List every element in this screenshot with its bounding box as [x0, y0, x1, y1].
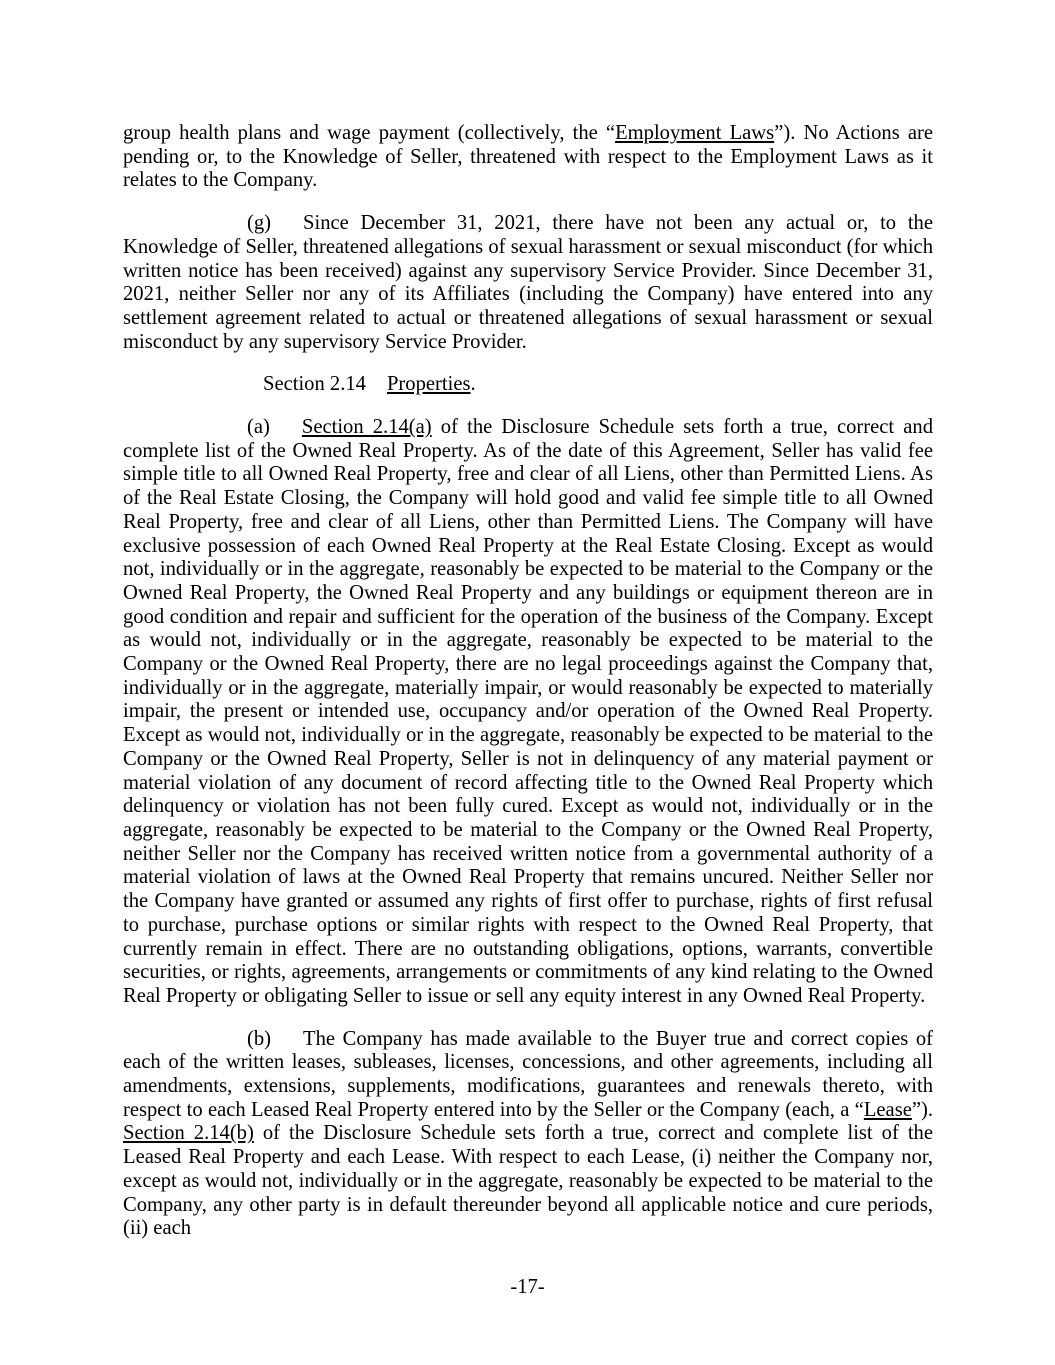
paragraph-b: [123, 1028, 933, 1241]
paragraph-a: [123, 416, 933, 1009]
defined-term-employment-laws: Employment Laws: [615, 122, 775, 144]
document-text-block: [123, 122, 933, 1260]
cross-reference-section-2-14a: Section 2.14(a): [301, 416, 432, 439]
paragraph-g: [123, 212, 933, 354]
paragraph-text: ”). No Actions are pending or, to the Knowledge of Seller, threatened with respect to the Employment Laws as it relates to the Company.: [123, 122, 933, 192]
cross-reference-section-2-14b: Section 2.14(b): [123, 1122, 254, 1145]
paragraph-text: ”).: [911, 1098, 933, 1121]
paragraph-text: of the Disclosure Schedule sets forth a true, correct and complete list of the Owned Real Property. As of the date of this Agreement, Seller has valid fee simple title to all Owned Real Property, free and clear of all Liens, other than Permitted Liens. As of the Real Estate Closing, the Company will hold good and valid fee simple title to all Owned Real Property, free and clear of all Liens, other than Permitted Liens. The Company will have exclusive possession of each Owned Real Property at the Real Estate Closing. Except as would not, individually or in the aggregate, reasonably be expected to be material to the Company or the Owned Real Property, the Owned Real Property and any buildings or equipment thereon are in good condition and repair and sufficient for the operation of the business of the Company. Except as would not, individually or in the aggregate, reasonably be expected to be material to the Company or the Owned Real Property, there are no legal proceedings against the Company that, individually or in the aggregate, materially impair, or would reasonably be expected to materially impair, the present or intended use, occupancy and/or operation of the Owned Real Property. Except as would not, individually or in the aggregate, reasonably be expected to be material to the Company or the Owned Real Property, Seller is not in delinquency of any material payment or material violation of any document of record affecting title to the Owned Real Property which delinquency or violation has not been fully cured. Except as would not, individually or in the aggregate, reasonably be expected to be material to the Company or the Owned Real Property, neither Seller nor the Company has received written notice from a governmental authority of a material violation of laws at the Owned Real Property that remains uncured. Neither Seller nor the Company have granted or assumed any rights of first offer to purchase, rights of first refusal to purchase, purchase options or similar rights with respect to the Owned Real Property, that currently remain in effect. There are no outstanding obligations, options, warrants, convertible securities, or rights, agreements, arrangements or commitments of any kind relating to the Owned Real Property or obligating Seller to issue or sell any equity interest in any Owned Real Property.: [123, 416, 933, 1007]
paragraph-text: Since December 31, 2021, there have not been any actual or, to the Knowledge of Seller, threatened allegations of sexual harassment or sexual misconduct (for which written notice has been received) against any supervisory Service Provider. Since December 31, 2021, neither Seller nor any of its Affiliates (including the Company) have entered into any settlement agreement related to actual or threatened allegations of sexual harassment or sexual misconduct by any supervisory Service Provider.: [123, 212, 933, 353]
paragraph-employment-laws: [123, 122, 933, 193]
section-title-period: .: [470, 373, 476, 396]
paragraph-label: (b): [247, 1027, 272, 1050]
paragraph-text: group health plans and wage payment (collectively, the “: [123, 122, 616, 144]
paragraph-label: (g): [247, 212, 272, 235]
paragraph-text: The Company has made available to the Buyer true and correct copies of each of the written leases, subleases, licenses, concessions, and other agreements, including all amendments, extensions, supplements, modifications, guarantees and renewals thereto, with respect to each Leased Real Property entered into by the Seller or the Company (each, a “: [123, 1027, 933, 1121]
defined-term-lease: Lease: [863, 1098, 912, 1121]
page-number: -17-: [510, 1276, 545, 1298]
section-title: Properties: [386, 373, 471, 396]
paragraph-label: (a): [247, 416, 270, 439]
paragraph-text: of the Disclosure Schedule sets forth a true, correct and complete list of the Leased Real Property and each Lease. With respect to each Lease, (i) neither the Company nor, except as would not, individually or in the aggregate, reasonably be expected to be material to the Company, any other party is in default thereunder beyond all applicable notice and cure periods, (ii) each: [123, 1122, 933, 1240]
section-number: Section 2.14: [263, 373, 366, 396]
section-heading: [123, 373, 933, 397]
